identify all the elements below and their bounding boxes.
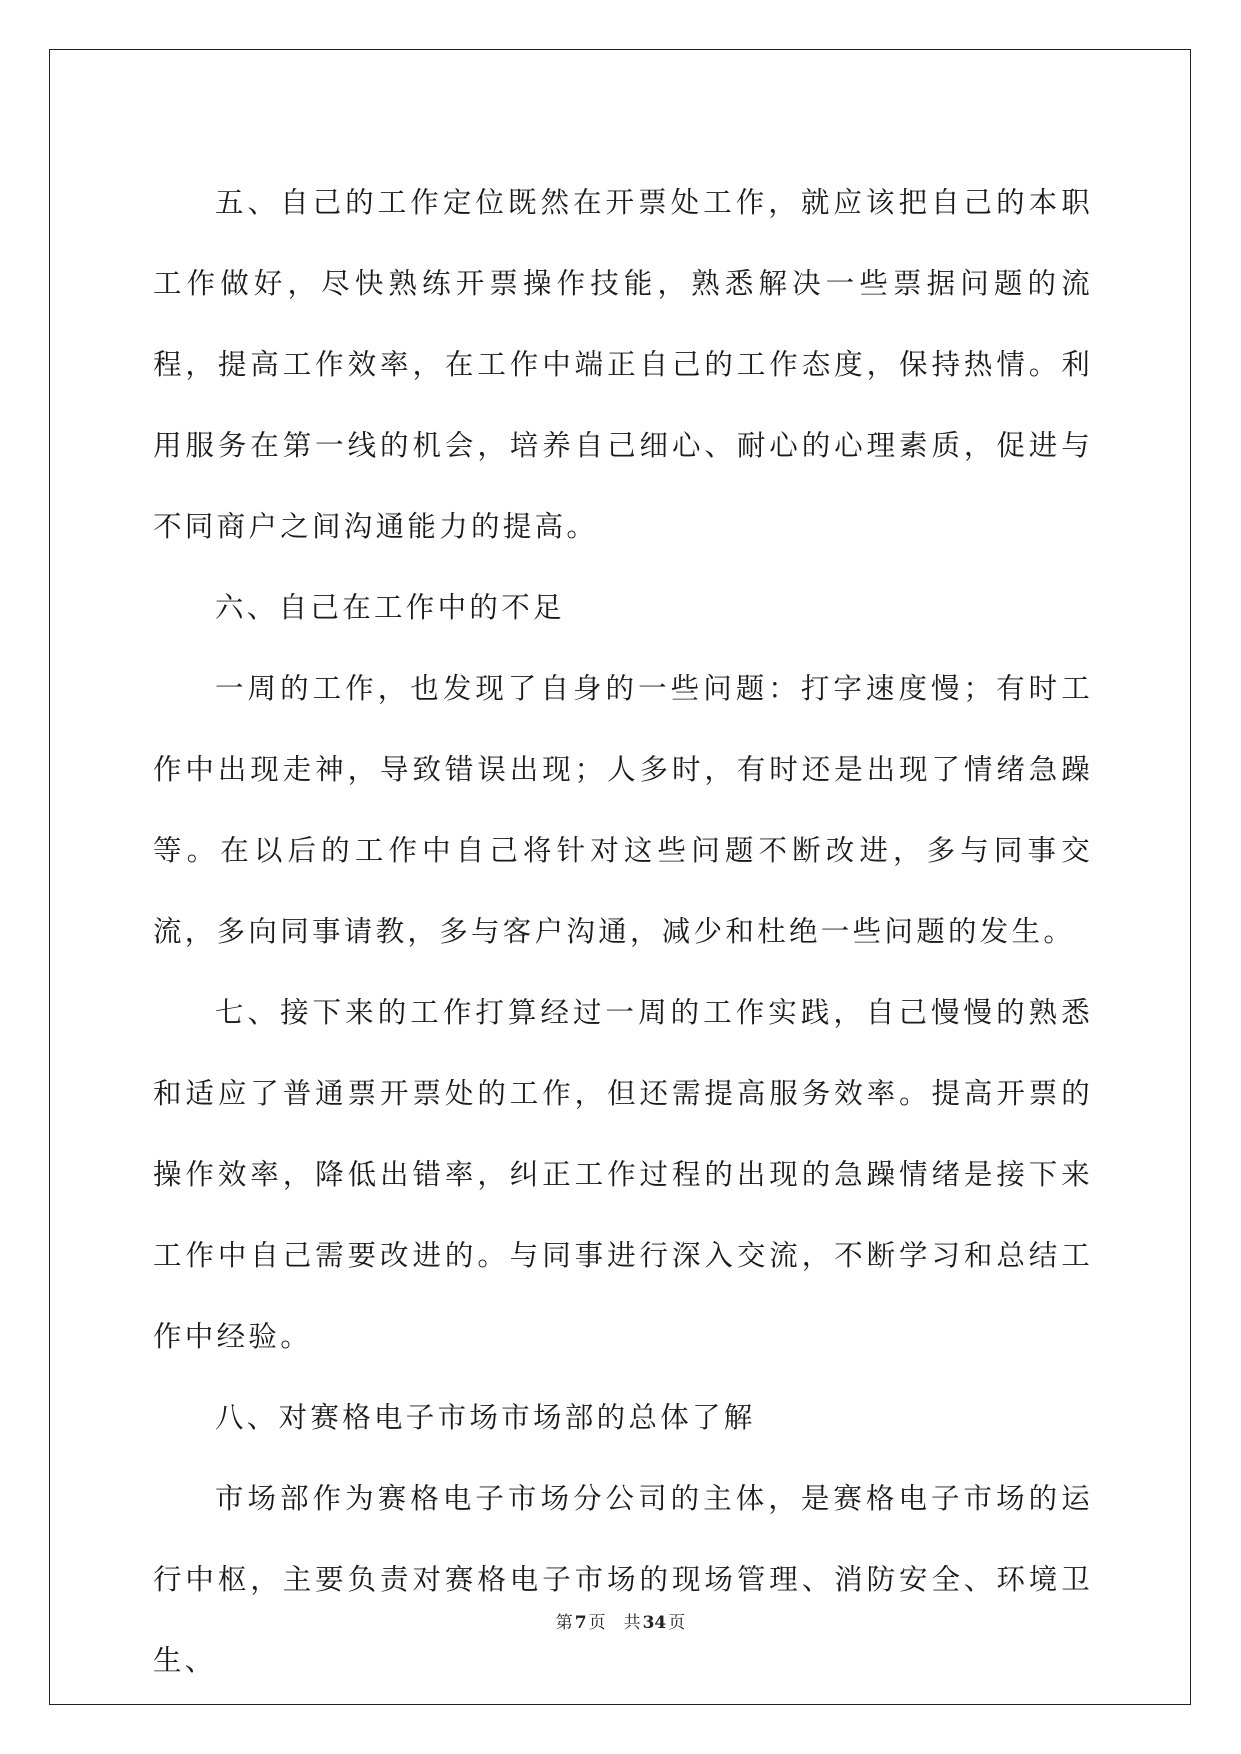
current-page-number: 7 <box>574 1613 587 1633</box>
page-prefix: 第 <box>555 1613 573 1633</box>
heading-section-6: 六、自己在工作中的不足 <box>215 591 565 624</box>
page-suffix: 页 <box>588 1613 606 1633</box>
paragraph-market-department: 市场部作为赛格电子市场分公司的主体，是赛格电子市场的运行中枢，主要负责对赛格电子市场的现场管理、消防安全、环境卫生、 <box>153 1482 1093 1677</box>
total-pages-number: 34 <box>642 1613 667 1633</box>
paragraph-section-5: 五、自己的工作定位既然在开票处工作，就应该把自己的本职工作做好，尽快熟练开票操作技能，熟悉解决一些票据问题的流程，提高工作效率，在工作中端正自己的工作态度，保持热情。利用服务在第一线的机会，培养自己细心、耐心的心理素质，促进与不同商户之间沟通能力的提高。 <box>153 186 1093 543</box>
document-body <box>153 162 1093 1701</box>
page-footer <box>0 1608 1241 1633</box>
paragraph-section-7: 七、接下来的工作打算经过一周的工作实践，自己慢慢的熟悉和适应了普通票开票处的工作，但还需提高服务效率。提高开票的操作效率，降低出错率，纠正工作过程的出现的急躁情绪是接下来工作中自己需要改进的。与同事进行深入交流，不断学习和总结工作中经验。 <box>153 996 1093 1353</box>
total-prefix: 共 <box>623 1613 641 1633</box>
total-suffix: 页 <box>668 1613 686 1633</box>
paragraph-shortcomings: 一周的工作，也发现了自身的一些问题：打字速度慢；有时工作中出现走神，导致错误出现；人多时，有时还是出现了情绪急躁等。在以后的工作中自己将针对这些问题不断改进，多与同事交流，多向同事请教，多与客户沟通，减少和杜绝一些问题的发生。 <box>153 672 1093 948</box>
heading-section-8: 八、对赛格电子市场市场部的总体了解 <box>215 1401 756 1434</box>
